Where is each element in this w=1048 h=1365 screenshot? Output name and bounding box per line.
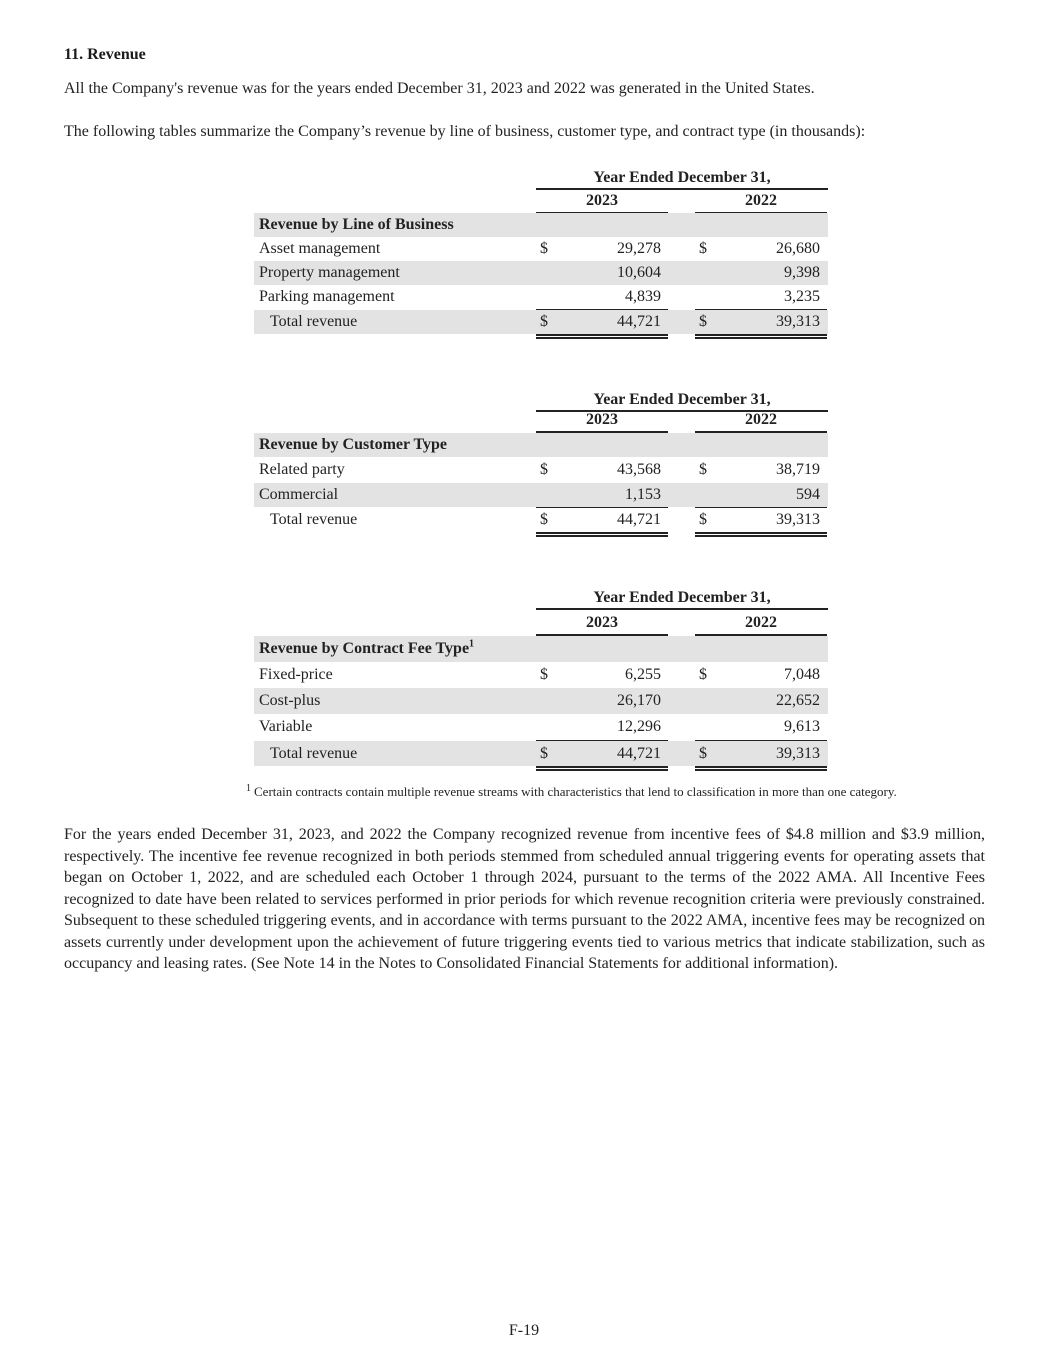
revenue-by-line-of-business-table [254, 166, 828, 341]
row-label: Variable [259, 718, 313, 735]
currency-symbol: $ [540, 461, 548, 478]
value-2022: 594 [796, 486, 820, 503]
value-2023: 26,170 [617, 692, 661, 709]
table-title-row [254, 433, 828, 457]
incentive-fees-paragraph: For the years ended December 31, 2023, and 2022 the Company recognized revenue from incentive fees of $4.8 million and $3.9 million, respectively. The incentive fee revenue recognized in both periods stemmed from scheduled annual triggering events for operating assets that began on October 1, 2022, and are scheduled each October 1 through 2024, pursuant to the terms of the 2022 AMA. All Incentive Fees recognized to date have been related to services performed in prior periods for which revenue recognition criteria were previously constrained. Subsequent to these scheduled triggering events, and in accordance with terms pursuant to the 2022 AMA, incentive fees may be recognized on assets currently under development upon the achievement of future triggering events tied to various metrics that indicate stabilization, such as occupancy and leasing rates. (See Note 14 in the Notes to Consolidated Financial Statements for additional information). [64, 826, 985, 972]
revenue-by-contract-fee-type-table [254, 586, 828, 771]
column-header-2022: 2022 [745, 411, 777, 428]
double-underline [695, 532, 827, 537]
footnote-text: Certain contracts contain multiple revenue streams with characteristics that lend to classification in more than one category. [254, 784, 897, 799]
currency-symbol: $ [699, 666, 707, 683]
row-label: Commercial [259, 486, 339, 503]
value-2023: 6,255 [625, 666, 661, 683]
period-header: Year Ended December 31, [593, 589, 771, 606]
row-label: Parking management [259, 288, 395, 305]
currency-symbol: $ [540, 313, 548, 330]
table-title-row [254, 636, 828, 662]
currency-symbol: $ [699, 240, 707, 257]
total-row [254, 508, 828, 532]
footnote-marker: 1 [246, 782, 251, 794]
value-2022: 38,719 [776, 461, 820, 478]
section-heading: 11. Revenue [64, 46, 146, 63]
page-number: F-19 [508, 1322, 540, 1339]
currency-symbol: $ [699, 745, 707, 762]
table-title [259, 636, 474, 662]
currency-symbol: $ [699, 511, 707, 528]
value-2023: 10,604 [617, 264, 661, 281]
table-title: Revenue by Customer Type [259, 436, 447, 453]
revenue-by-customer-type-table [254, 388, 828, 540]
column-header-2023: 2023 [586, 192, 618, 209]
value-2023: 1,153 [625, 486, 661, 503]
column-header-2022: 2022 [745, 192, 777, 209]
table-title-text: Revenue by Contract Fee Type [259, 640, 470, 657]
value-2022: 26,680 [776, 240, 820, 257]
period-header: Year Ended December 31, [593, 169, 771, 186]
table-row [254, 662, 828, 688]
total-2023: 44,721 [617, 745, 661, 762]
total-2022: 39,313 [776, 313, 820, 330]
total-2023: 44,721 [617, 313, 661, 330]
period-header: Year Ended December 31, [593, 391, 771, 408]
value-2022: 9,398 [784, 264, 820, 281]
column-header-2023: 2023 [586, 411, 618, 428]
intro-paragraph-2: The following tables summarize the Company’s revenue by line of business, customer type, and contract type (in thousands): [64, 123, 866, 140]
currency-symbol: $ [540, 511, 548, 528]
value-2023: 12,296 [617, 718, 661, 735]
double-underline [536, 532, 668, 537]
currency-symbol: $ [540, 745, 548, 762]
footnote-marker: 1 [469, 638, 475, 650]
currency-symbol: $ [540, 240, 548, 257]
row-label: Fixed-price [259, 666, 333, 683]
table-footnote [246, 784, 897, 800]
double-underline [536, 334, 668, 339]
table-title-row [254, 213, 828, 237]
row-label: Property management [259, 264, 400, 281]
currency-symbol: $ [699, 461, 707, 478]
currency-symbol: $ [540, 666, 548, 683]
currency-symbol: $ [699, 313, 707, 330]
table-row [254, 285, 828, 309]
column-header-2023: 2023 [586, 614, 618, 631]
row-label: Related party [259, 461, 345, 478]
double-underline [695, 334, 827, 339]
table-row [254, 458, 828, 482]
table-title: Revenue by Line of Business [259, 216, 454, 233]
header-rule [536, 608, 828, 610]
double-underline [536, 766, 668, 771]
value-2023: 29,278 [617, 240, 661, 257]
value-2022: 9,613 [784, 718, 820, 735]
table-row [254, 688, 828, 714]
total-2023: 44,721 [617, 511, 661, 528]
row-label: Asset management [259, 240, 381, 257]
double-underline [695, 766, 827, 771]
total-label: Total revenue [270, 313, 358, 330]
total-2022: 39,313 [776, 745, 820, 762]
table-row [254, 483, 828, 507]
value-2022: 22,652 [776, 692, 820, 709]
header-rule [536, 188, 828, 190]
total-label: Total revenue [270, 511, 358, 528]
table-row [254, 237, 828, 261]
intro-paragraph-1: All the Company's revenue was for the years ended December 31, 2023 and 2022 was generated in the United States. [64, 80, 815, 97]
value-2023: 43,568 [617, 461, 661, 478]
table-row [254, 261, 828, 285]
table-row [254, 714, 828, 740]
value-2022: 7,048 [784, 666, 820, 683]
total-label: Total revenue [270, 745, 358, 762]
value-2023: 4,839 [625, 288, 661, 305]
column-header-2022: 2022 [745, 614, 777, 631]
total-row [254, 741, 828, 766]
total-2022: 39,313 [776, 511, 820, 528]
value-2022: 3,235 [784, 288, 820, 305]
row-label: Cost-plus [259, 692, 321, 709]
total-row [254, 310, 828, 334]
